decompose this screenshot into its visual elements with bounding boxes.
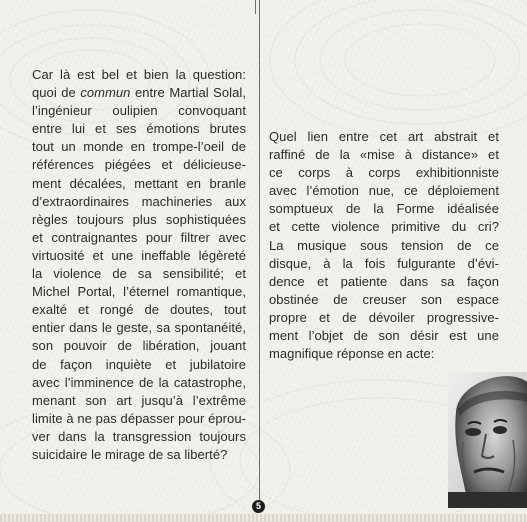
- text-line: entre lui et ses émotions brutes: [32, 121, 246, 137]
- text-line: entier dans le geste, sa spontanéité,: [32, 320, 246, 336]
- text-line: avec l’imminence de la catastrophe,: [32, 374, 246, 390]
- text-line: quoi de commun entre Martial Solal,: [32, 85, 246, 101]
- text-line: ment l’objet de son désir est une: [269, 328, 499, 344]
- text-line: limite à ne pas dépasser pour éprou-: [32, 410, 246, 426]
- text-line: menant son art jusqu’à l’extrême: [32, 392, 246, 408]
- left-text-column: [32, 66, 246, 464]
- page-fold-line: [259, 0, 260, 500]
- text-line: tout un monde en trompe-l’oeil de: [32, 139, 246, 155]
- text-line: virtuosité et une ineffable légèreté: [32, 247, 246, 263]
- text-line: exalté et rongé de doutes, tout: [32, 302, 246, 318]
- text-line: de façon inquiète et jubilatoire: [32, 356, 246, 372]
- text-line: et cette violence primitive du cri?: [269, 219, 499, 235]
- page-number-badge: 5: [252, 500, 265, 513]
- text-line: règles toujours plus sophistiquées: [32, 211, 246, 227]
- text-line: son pouvoir de libération, jouant: [32, 338, 246, 354]
- text-line: obstinée de creuser son espace: [269, 291, 499, 307]
- text-line: disque, à la fois fulgurante d’évi-: [269, 255, 499, 271]
- text-line: somptueux de la Forme idéalisée: [269, 201, 499, 217]
- text-line: propre et de dévoiler progressive-: [269, 309, 499, 325]
- text-line: et contraignantes pour filtrer avec: [32, 229, 246, 245]
- text-line: ment décalées, mettant en branle: [32, 175, 246, 191]
- text-line: avec l’émotion nue, ce déploiement: [269, 183, 499, 199]
- text-line: l’ingénieur oulipien convoquant: [32, 103, 246, 119]
- text-line: Car là est bel et bien la question:: [32, 67, 246, 82]
- right-text-column: [269, 128, 499, 363]
- text-line: références piégées et délicieuse-: [32, 157, 246, 173]
- text-line: ver dans la transgression toujours: [32, 428, 246, 444]
- portrait-photo: [448, 372, 527, 508]
- bottom-edge: [0, 514, 527, 522]
- text-line: la violence de sa sensibilité; et: [32, 266, 246, 282]
- text-line: Michel Portal, l’éternel romantique,: [32, 284, 246, 300]
- text-line: dence et patiente dans sa façon: [269, 273, 499, 289]
- fold-mark: [255, 0, 256, 14]
- text-line: Quel lien entre cet art abstrait et: [269, 129, 499, 144]
- text-line: ce corps à corps exhibitionniste: [269, 165, 499, 181]
- text-line: suicidaire le mirage de sa liberté?: [32, 446, 228, 462]
- text-line: magnifique réponse en acte:: [269, 346, 435, 362]
- text-line: raffiné de la «mise à distance» et: [269, 147, 499, 163]
- text-line: La musique sous tension de ce: [269, 237, 499, 253]
- text-line: d’extraordinaires machineries aux: [32, 193, 246, 209]
